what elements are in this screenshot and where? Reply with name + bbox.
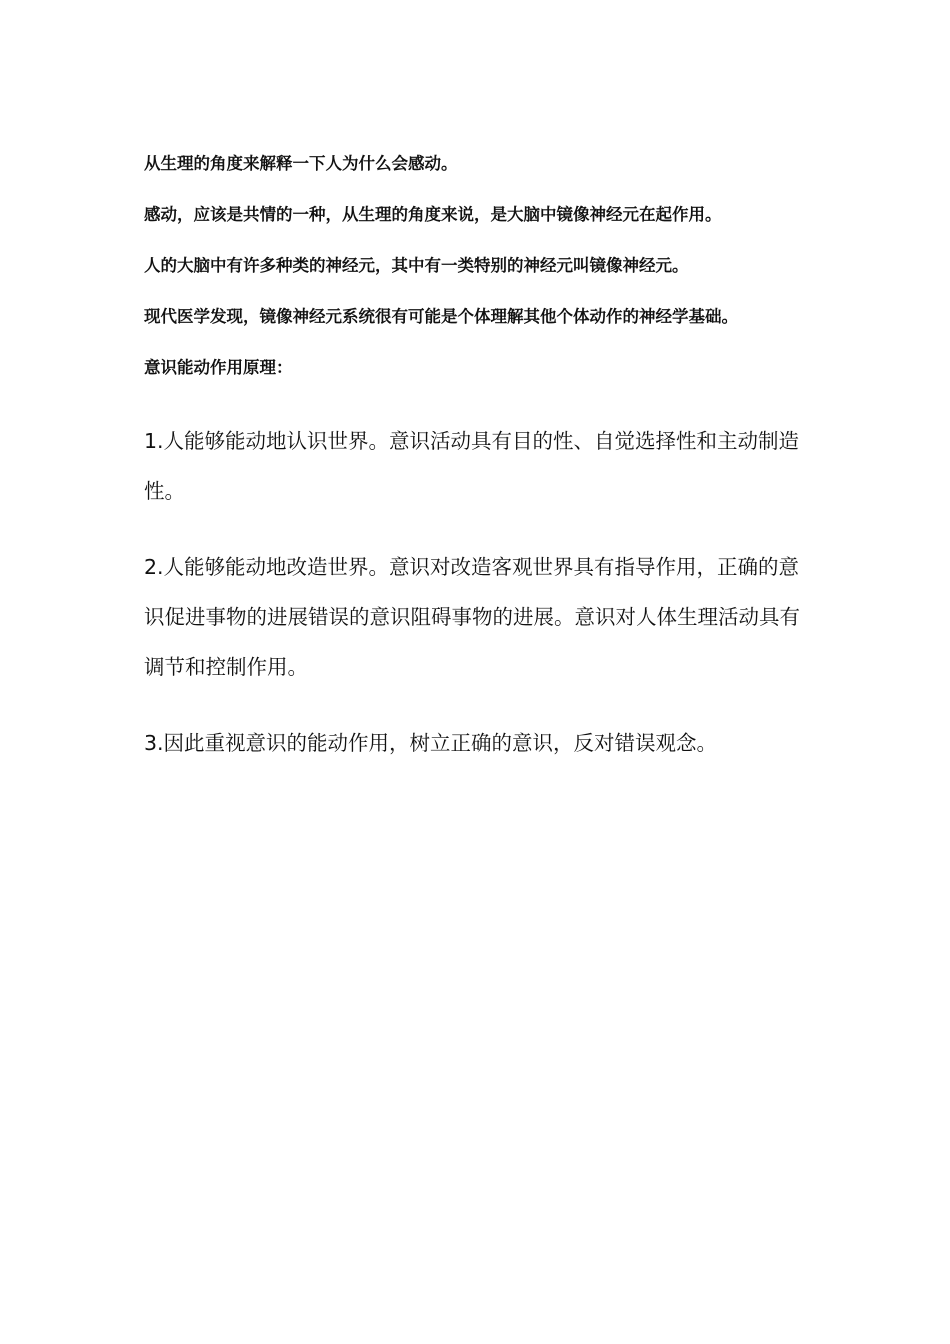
principle-1: 1.人能够能动地认识世界。意识活动具有目的性、自觉选择性和主动制造性。 bbox=[144, 429, 800, 503]
principle-2: 2.人能够能动地改造世界。意识对改造客观世界具有指导作用，正确的意识促进事物的进展错误的意识阻碍事物的进展。意识对人体生理活动具有调节和控制作用。 bbox=[144, 555, 800, 679]
document-body bbox=[144, 150, 824, 794]
section-heading: 意识能动作用原理： bbox=[144, 358, 293, 377]
principle-3: 3.因此重视意识的能动作用，树立正确的意识，反对错误观念。 bbox=[144, 731, 718, 755]
intro-question: 从生理的角度来解释一下人为什么会感动。 bbox=[144, 154, 458, 173]
neuron-types: 人的大脑中有许多种类的神经元，其中有一类特别的神经元叫镜像神经元。 bbox=[144, 256, 689, 275]
mirror-neuron-finding: 现代医学发现，镜像神经元系统很有可能是个体理解其他个体动作的神经学基础。 bbox=[144, 307, 738, 326]
empathy-explanation: 感动，应该是共情的一种，从生理的角度来说，是大脑中镜像神经元在起作用。 bbox=[144, 205, 722, 224]
